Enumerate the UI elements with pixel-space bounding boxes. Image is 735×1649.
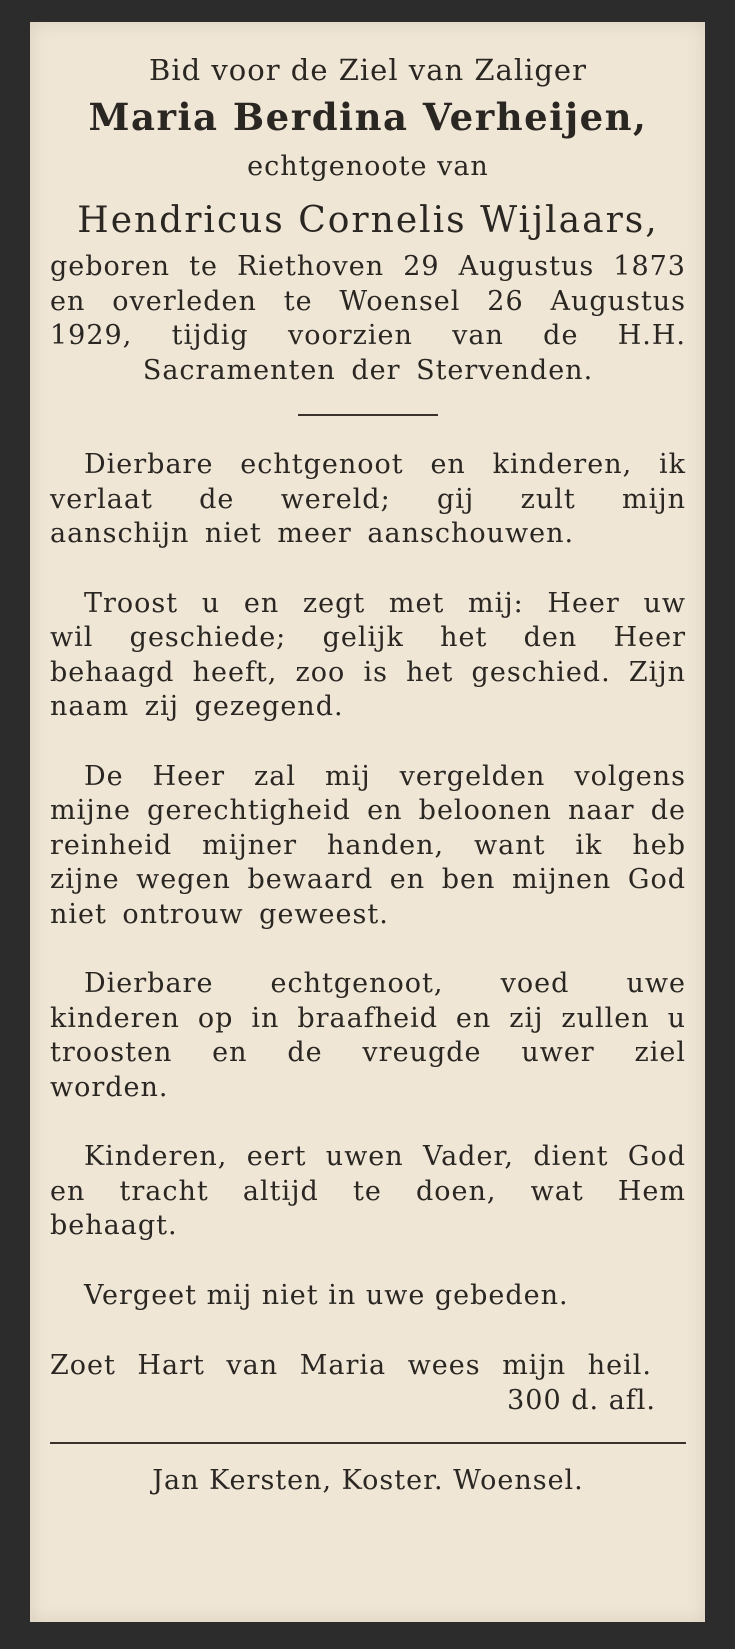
deceased-name: Maria Berdina Verheijen, [88, 95, 648, 139]
indulgence-note: 300 d. afl. [507, 1384, 656, 1416]
paragraph: Troost u en zegt met mij: Heer uw wil geschiede; gelijk het den Heer behaagd heeft, zoo is het geschied. Zijn naam zij gezegend. [50, 587, 686, 722]
invocation: Zoet Hart van Maria wees mijn heil. [50, 1350, 653, 1381]
printer-credit: Jan Kersten, Koster. Woensel. [152, 1465, 584, 1496]
paragraph: Dierbare echtgenoot en kinderen, ik verlaat de wereld; gij zult mijn aanschijn niet meer aanschouwen. [50, 449, 686, 549]
biography: geboren te Riethoven 29 Augustus 1873 en overleden te Woensel 26 Augustus 1929, tijdig voorzien van de H.H. Sacramenten der Stervenden. [50, 251, 686, 386]
paragraph: Kinderen, eert uwen Vader, dient God en tracht altijd te doen, wat Hem behaagt. [50, 1141, 686, 1241]
spouse-name: Hendricus Cornelis Wijlaars, [77, 200, 659, 241]
paragraph: Dierbare echtgenoot, voed uwe kinderen op in braafheid en zij zullen u troosten en de vreugde uwer ziel worden. [50, 968, 686, 1103]
prayer-line: Bid voor de Ziel van Zaliger [149, 53, 587, 87]
relation-line: echtgenoote van [247, 151, 489, 182]
closing-request: Vergeet mij niet in uwe gebeden. [84, 1279, 569, 1311]
paper-sheet [30, 22, 705, 1622]
paragraph: De Heer zal mij vergelden volgens mijne gerechtigheid en beloonen naar de reinheid mijner handen, want ik heb zijne wegen bewaard en ben mijnen God niet ontrouw geweest. [50, 760, 686, 930]
card-content [50, 48, 686, 1499]
short-divider [298, 414, 438, 416]
footer-rule [50, 1442, 686, 1444]
